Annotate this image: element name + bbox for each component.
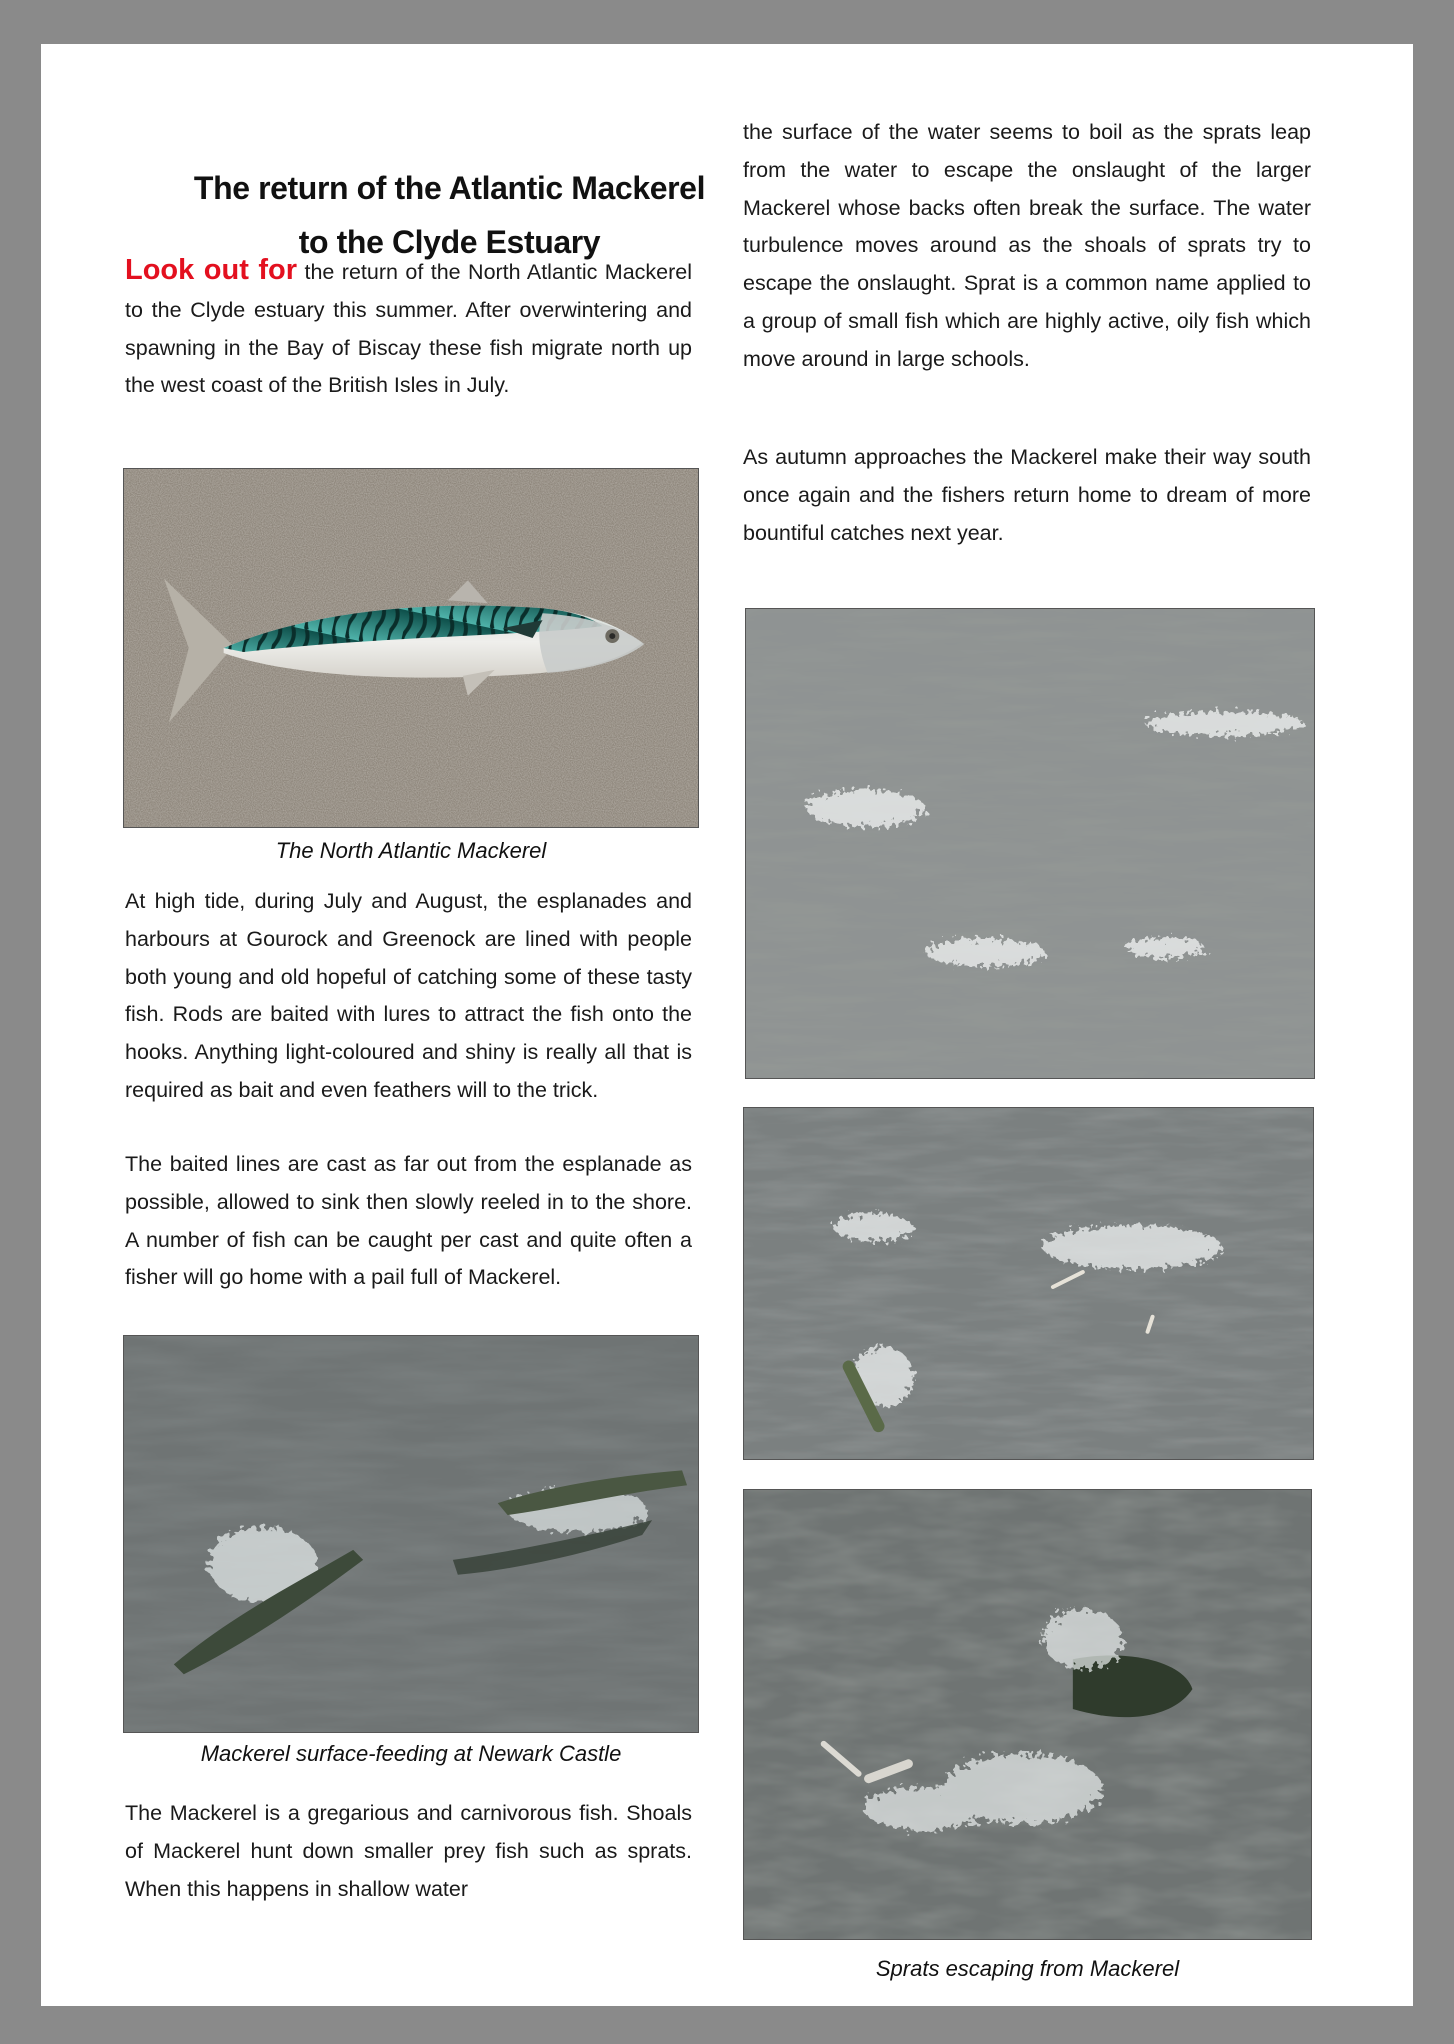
intro-text: the return of the North Atlantic Mackerel to the Clyde estuary this summer. After overwintering and spawning in the Bay of Biscay these fish migrate north up the west coast of the British Isles in July. xyxy=(125,260,693,398)
sprats-caption: Sprats escaping from Mackerel xyxy=(875,1956,1180,1981)
paragraph-surface-boil: the surface of the water seems to boil as the sprats leap from the water to escape the onslaught of the larger Mackerel whose backs often break the surface. The water turbulence moves around as the shoals of sprats try to escape the onslaught. Sprat is a common name applied to a group of small fish which are highly active, oily fish which move around in large schools. xyxy=(743,120,1311,371)
sprats-photo-1 xyxy=(745,608,1315,1079)
paragraph-gregarious: The Mackerel is a gregarious and carnivorous fish. Shoals of Mackerel hunt down smaller prey fish such as sprats. When this happens in shallow water xyxy=(125,1801,692,1901)
paragraph-high-tide: At high tide, during July and August, the esplanades and harbours at Gourock and Greenock are lined with people both young and old hopeful of catching some of these tasty fish. Rods are baited with lures to attract the fish onto the hooks. Anything light-coloured and shiny is really all that is required as bait and even feathers will to the trick. xyxy=(125,889,692,1102)
title-line-1: The return of the Atlantic Mackerel xyxy=(193,170,706,206)
paragraph-autumn: As autumn approaches the Mackerel make their way south once again and the fishers return home to dream of more bountiful catches next year. xyxy=(743,445,1311,545)
title-line-2: to the Clyde Estuary xyxy=(298,224,601,260)
mackerel-caption: The North Atlantic Mackerel xyxy=(275,838,547,863)
lead-highlight: Look out for xyxy=(125,254,298,286)
sprats-photo-2 xyxy=(743,1107,1314,1460)
sprats-photo-3 xyxy=(743,1489,1312,1940)
surface-feeding-photo xyxy=(123,1335,699,1733)
paragraph-baited-lines: The baited lines are cast as far out from the esplanade as possible, allowed to sink then slowly reeled in to the shore. A number of fish can be caught per cast and quite often a fisher will go home with a pail full of Mackerel. xyxy=(125,1152,692,1290)
surface-feeding-caption: Mackerel surface-feeding at Newark Castle xyxy=(200,1741,622,1766)
mackerel-photo xyxy=(123,468,699,828)
intro-paragraph xyxy=(125,252,692,405)
